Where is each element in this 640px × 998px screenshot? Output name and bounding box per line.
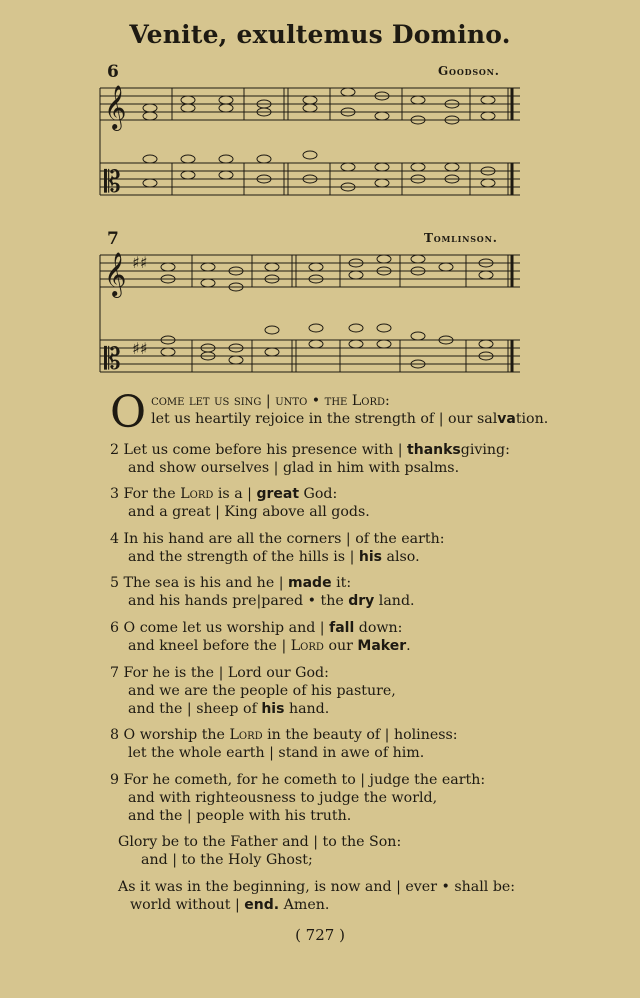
composer-name: Goodson. [438,64,500,78]
page-number: ( 727 ) [295,926,345,944]
barlines [192,255,512,372]
psalm-text [110,387,610,923]
dropcap: O [110,387,147,438]
verse-1: O come let us sing | unto • the Lord: let us heartily rejoice in the strength of | our salvation. [110,387,549,438]
tune-number: 7 [107,229,119,249]
verse-7: 7 For he is the | Lord our God: and we are the people of his pasture, and the | sheep of his hand. [110,664,396,717]
notes [161,255,493,368]
verse-3: 3 For the Lord is a | great God: and a great | King above all gods. [110,486,370,521]
notes [143,88,495,191]
music-notation [0,0,640,400]
sharp-icon: ♯♯ [132,339,148,358]
verse-5: 5 The sea is his and he | made it: and his hands pre|pared • the dry land. [110,575,415,610]
verse-2: 2 Let us come before his presence with | thanksgiving: and show ourselves | glad in him with psalms. [110,441,510,476]
verse-6: 6 O come let us worship and | fall down: and kneel before the | Lord our Maker. [110,619,411,654]
composer-name: Tomlinson. [424,231,498,245]
page-title: Venite, exultemus Domino. [129,20,511,49]
gloria: Glory be to the Father and | to the Son: and | to the Holy Ghost; [118,834,402,869]
verse-9: 9 For he cometh, for he cometh to | judge the earth: and with righteousness to judge the world, and the | people with his truth. [110,771,486,824]
alto-clef-icon: 𝄡 [104,342,121,377]
verse-4: 4 In his hand are all the corners | of the earth: and the strength of the hills is | his also. [110,530,445,565]
alto-clef-icon: 𝄡 [104,165,121,200]
tune-number: 6 [107,62,119,82]
treble-clef-icon: 𝄞 [104,85,127,129]
sharp-icon: ♯♯ [132,253,148,272]
treble-clef-icon: 𝄞 [104,252,127,296]
verse-8: 8 O worship the Lord in the beauty of | holiness: let the whole earth | stand in awe of him. [110,727,458,762]
gloria-2: As it was in the beginning, is now and | ever • shall be: world without | end. Amen. [118,878,516,913]
